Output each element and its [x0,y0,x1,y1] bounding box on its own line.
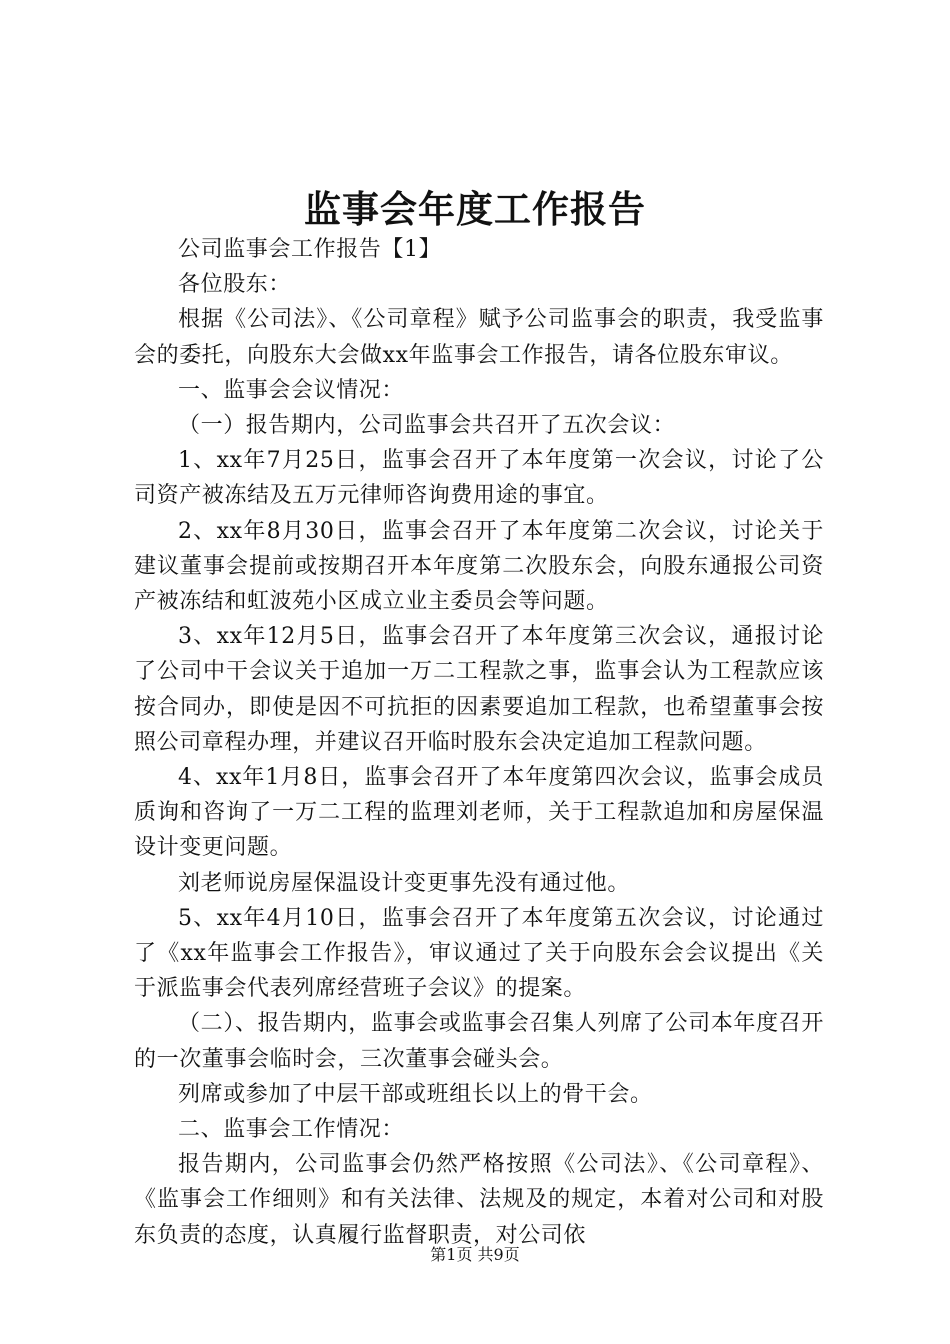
paragraph: 2、xx年8月30日，监事会召开了本年度第二次会议，讨论关于建议董事会提前或按期召开本年度第二次股东会，向股东通报公司资产被冻结和虹波苑小区成立业主委员会等问题。 [134,518,824,615]
paragraph: 4、xx年1月8日，监事会召开了本年度第四次会议，监事会成员质询和咨询了一万二工程的监理刘老师，关于工程款追加和房屋保温设计变更问题。 [134,765,824,861]
paragraph: 各位股东： [178,272,292,298]
paragraph: 刘老师说房屋保温设计变更事先没有通过他。 [178,870,631,896]
paragraph: 3、xx年12月5日，监事会召开了本年度第三次会议，通报讨论了公司中干会议关于追加一万二工程款之事，监事会认为工程款应该按合同办，即使是因不可抗拒的因素要追加工程款，也希望董事会按照公司章程办理，并建议召开临时股东会决定追加工程款问题。 [134,624,824,755]
paragraph: 二、监事会工作情况： [178,1117,405,1143]
paragraph: 一、监事会会议情况： [178,377,405,403]
paragraph: 公司监事会工作报告【1】 [178,237,442,262]
document-title: 监事会年度工作报告 [304,187,646,231]
paragraph: 列席或参加了中层干部或班组长以上的骨干会。 [178,1081,653,1107]
paragraph: 1、xx年7月25日，监事会召开了本年度第一次会议，讨论了公司资产被冻结及五万元律师咨询费用途的事宜。 [134,448,824,509]
paragraph: 报告期内，公司监事会仍然严格按照《公司法》、《公司章程》、《监事会工作细则》和有关法律、法规及的规定，本着对公司和对股东负责的态度，认真履行监督职责，对公司依 [134,1152,824,1248]
paragraph: 5、xx年4月10日，监事会召开了本年度第五次会议，讨论通过了《xx年监事会工作报告》，审议通过了关于向股东会会议提出《关于派监事会代表列席经营班子会议》的提案。 [134,905,824,1002]
page-footer: 第1页 共9页 [430,1245,520,1264]
paragraph: 根据《公司法》、《公司章程》赋予公司监事会的职责，我受监事会的委托，向股东大会做xx年监事会工作报告，请各位股东审议。 [134,307,824,368]
paragraph: （一）报告期内，公司监事会共召开了五次会议： [178,413,676,439]
paragraph: （二）、报告期内，监事会或监事会召集人列席了公司本年度召开的一次董事会临时会，三次董事会碰头会。 [134,1011,824,1072]
document-body [134,232,824,1253]
